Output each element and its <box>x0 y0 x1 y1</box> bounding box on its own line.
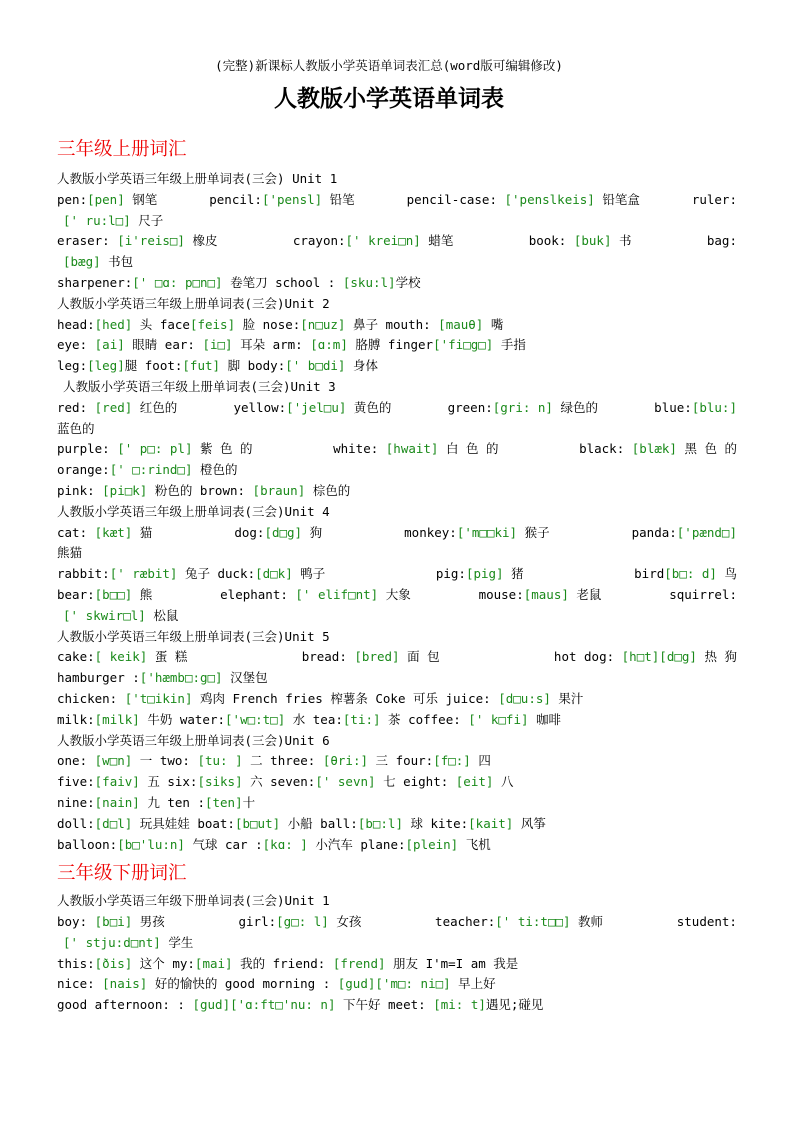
vocab-entry: pencil-case: ['penslkeis] 铅笔盒 <box>406 191 640 207</box>
vocab-entry: girl:[g□: l] 女孩 <box>238 914 362 930</box>
vocab-line <box>57 523 737 544</box>
section-title: 三年级上册词汇 <box>57 139 187 160</box>
vocab-line <box>57 606 737 627</box>
vocab-entry: red: [red] 红色的 <box>57 399 178 415</box>
vocab-line <box>57 585 737 606</box>
vocab-entry: boy: [b□i] 男孩 <box>57 914 165 930</box>
vocab-line <box>57 273 737 294</box>
vocab-line <box>57 954 737 975</box>
unit-heading: 人教版小学英语三年级上册单词表(三会)Unit 3 <box>63 378 336 394</box>
vocab-entry: monkey:['m□□ki] 猴子 <box>404 524 550 540</box>
vocab-line <box>57 543 737 564</box>
vocab-entry: milk:[milk] 牛奶 water:['w□:t□] 水 tea:[ti:] 茶 coffee: [' k□fi] 咖啡 <box>57 711 562 727</box>
vocab-entry: orange:[' □:rind□] 橙色的 <box>57 462 238 478</box>
vocab-entry: green:[gri: n] 绿色的 <box>447 399 598 415</box>
vocab-entry: pig:[pig] 猪 <box>435 566 524 582</box>
vocab-entry: balloon:[b□'lu:n] 气球 car :[kɑ: ] 小汽车 plane:[plein] 飞机 <box>57 836 491 852</box>
vocab-line <box>57 419 737 440</box>
vocab-entry: mouse:[maus] 老鼠 <box>478 586 602 602</box>
vocab-entry: blue:[blu:] <box>654 399 737 415</box>
vocab-entry: hot dog: [h□t][d□g] 热 狗 <box>553 649 737 665</box>
vocab-line <box>57 793 737 814</box>
vocab-line <box>57 398 737 419</box>
vocab-entry: bird[b□: d] 鸟 <box>634 566 737 582</box>
vocab-entry: nice: [nais] 好的愉快的 good morning : [gud]['m□: ni□] 早上好 <box>57 976 496 992</box>
vocab-entry: good afternoon: : [gud]['ɑ:ft□'nu: n] 下午好 meet: [mi: t]遇见;碰见 <box>57 997 544 1013</box>
unit-heading: 人教版小学英语三年级上册单词表(三会)Unit 2 <box>57 295 330 311</box>
unit-heading: 人教版小学英语三年级上册单词表(三会)Unit 5 <box>57 628 330 644</box>
unit-heading: 人教版小学英语三年级上册单词表(三会)Unit 4 <box>57 503 330 519</box>
vocab-line <box>57 835 737 856</box>
vocab-line <box>57 933 737 954</box>
vocab-entry: five:[faiv] 五 six:[siks] 六 seven:[' sevn] 七 eight: [eit] 八 <box>57 774 514 790</box>
vocab-entry: squirrel: <box>669 586 737 602</box>
vocab-line <box>57 481 737 502</box>
vocab-entry: book: [buk] 书 <box>528 233 632 249</box>
vocab-entry: eraser: [i'reis□] 橡皮 <box>57 233 218 249</box>
vocab-line <box>57 668 737 689</box>
vocab-line <box>57 710 737 731</box>
vocab-line <box>57 647 737 668</box>
vocab-entry: cake:[ keik] 蛋 糕 <box>57 649 188 665</box>
vocab-entry: [' stju:d□nt] 学生 <box>63 934 194 950</box>
vocab-entry: black: [blæk] 黑 色 的 <box>579 441 737 457</box>
vocab-entry: this:[ðis] 这个 my:[mai] 我的 friend: [frend] 朋友 I'm=I am 我是 <box>57 955 519 971</box>
vocab-entry: [bæg] 书包 <box>63 254 134 270</box>
vocab-line <box>57 252 737 273</box>
vocab-entry: rabbit:[' ræbit] 兔子 duck:[d□k] 鸭子 <box>57 566 326 582</box>
vocab-entry: head:[hed] 头 face[feis] 脸 nose:[n□uz] 鼻子 mouth: [mauθ] 嘴 <box>57 316 504 332</box>
vocab-entry: white: [hwait] 白 色 的 <box>333 441 499 457</box>
vocab-line <box>57 995 737 1016</box>
vocab-entry: cat: [kæt] 猫 <box>57 524 153 540</box>
vocab-line <box>57 231 737 252</box>
vocab-line <box>57 439 737 460</box>
vocab-entry: yellow:['jel□u] 黄色的 <box>233 399 392 415</box>
vocab-entry: dog:[d□g] 狗 <box>234 524 323 540</box>
vocab-entry: chicken: ['t□ikin] 鸡肉 French fries 榨薯条 Coke 可乐 juice: [d□u:s] 果汁 <box>57 690 584 706</box>
vocab-entry: one: [w□n] 一 two: [tu: ] 二 three: [θri:] 三 four:[f□:] 四 <box>57 753 491 769</box>
vocab-line <box>57 335 737 356</box>
vocabulary-content <box>57 138 737 1016</box>
vocab-entry: elephant: [' elif□nt] 大象 <box>220 586 411 602</box>
vocab-entry: ruler: <box>691 191 737 207</box>
vocab-entry: eye: [ai] 眼睛 ear: [i□] 耳朵 arm: [ɑ:m] 胳膊 finger['fi□g□] 手指 <box>57 337 526 353</box>
vocab-entry: hamburger :['hæmb□:g□] 汉堡包 <box>57 670 268 686</box>
vocab-entry: nine:[nain] 九 ten :[ten]十 <box>57 794 256 810</box>
vocab-entry: bag: <box>706 233 737 249</box>
vocab-line <box>57 356 737 377</box>
vocab-line <box>57 814 737 835</box>
page-title: 人教版小学英语单词表 <box>274 86 504 112</box>
vocab-entry: pen:[pen] 钢笔 <box>57 191 158 207</box>
vocab-line <box>57 211 737 232</box>
vocab-line <box>57 315 737 336</box>
vocab-entry: student: <box>676 914 737 930</box>
vocab-line <box>57 460 737 481</box>
vocab-line <box>57 564 737 585</box>
vocab-entry: teacher:[' ti:t□□] 教师 <box>435 914 604 930</box>
vocab-entry: bread: [bred] 面 包 <box>301 649 440 665</box>
vocab-entry: pink: [pi□k] 粉色的 brown: [braun] 棕色的 <box>57 482 351 498</box>
vocab-entry: leg:[leg]腿 foot:[fut] 脚 body:[' b□di] 身体 <box>57 358 378 374</box>
vocab-entry: sharpener:[' □ɑ: p□n□] 卷笔刀 school : [sku:l]学校 <box>57 274 421 290</box>
vocab-line <box>57 772 737 793</box>
vocab-line <box>57 751 737 772</box>
unit-heading: 人教版小学英语三年级上册单词表(三会) Unit 1 <box>57 171 338 186</box>
vocab-entry: [' ru:l□] 尺子 <box>63 212 164 228</box>
vocab-line <box>57 974 737 995</box>
vocab-entry: purple: [' p□: pl] 紫 色 的 <box>57 441 253 457</box>
vocab-entry: bear:[b□□] 熊 <box>57 586 153 602</box>
document-page <box>57 58 737 1016</box>
document-header: (完整)新课标人教版小学英语单词表汇总(word版可编辑修改) <box>215 58 563 73</box>
unit-heading: 人教版小学英语三年级上册单词表(三会)Unit 6 <box>57 732 330 748</box>
vocab-entry: 蓝色的 <box>57 420 95 436</box>
vocab-line <box>57 912 737 933</box>
vocab-entry: 熊猫 <box>57 545 83 561</box>
vocab-line <box>57 689 737 710</box>
vocab-entry: pencil:['pensl] 铅笔 <box>209 191 355 207</box>
vocab-entry: panda:['pænd□] <box>631 524 737 540</box>
vocab-entry: doll:[d□l] 玩具娃娃 boat:[b□ut] 小船 ball:[b□:l] 球 kite:[kait] 风筝 <box>57 815 546 831</box>
section-title: 三年级下册词汇 <box>57 863 187 885</box>
vocab-entry: crayon:[' krei□n] 蜡笔 <box>292 233 454 249</box>
vocab-entry: [' skwir□l] 松鼠 <box>63 607 179 623</box>
unit-heading: 人教版小学英语三年级下册单词表(三会)Unit 1 <box>57 893 330 909</box>
vocab-line <box>57 190 737 211</box>
